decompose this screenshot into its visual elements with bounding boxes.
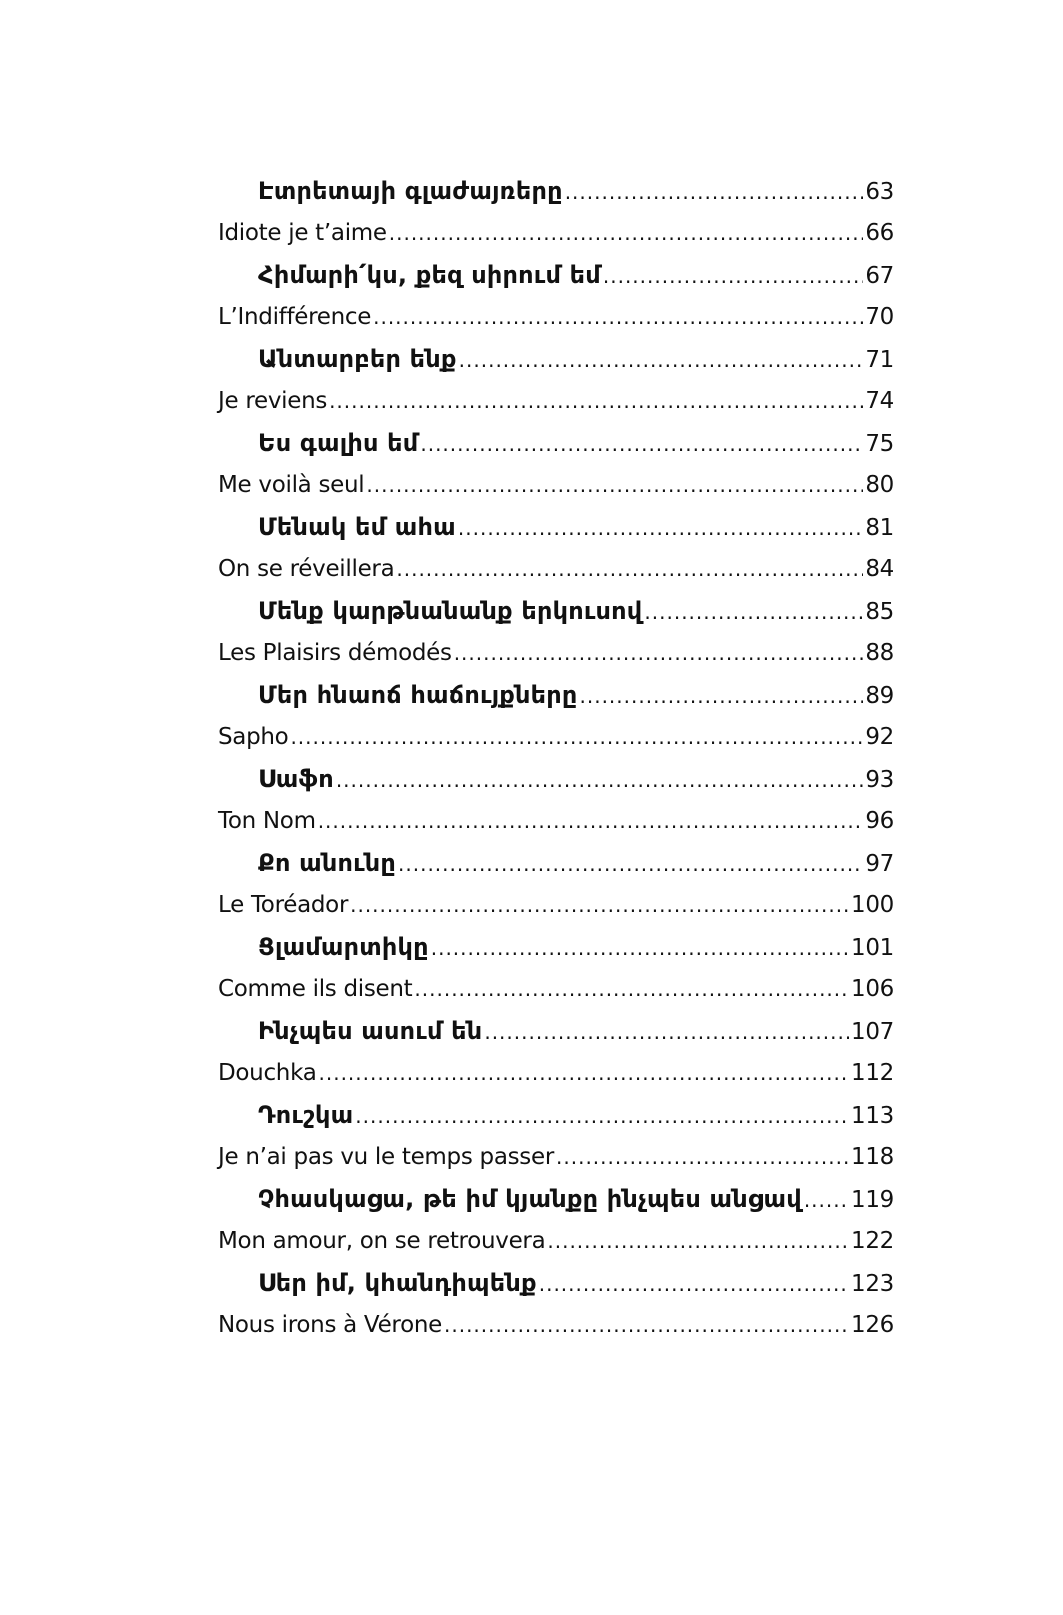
toc-entry-title: Ինչպես ասում են — [258, 1017, 483, 1045]
dot-leader — [290, 716, 863, 758]
dot-leader — [458, 507, 863, 549]
dot-leader — [459, 339, 864, 381]
toc-entry-page: 101 — [851, 935, 894, 961]
toc-entry-page: 126 — [851, 1312, 894, 1338]
toc-entry-page: 80 — [865, 472, 894, 498]
toc-entry[interactable] — [218, 758, 894, 800]
dot-leader — [444, 1304, 849, 1346]
toc-entry[interactable] — [218, 338, 894, 380]
toc-entry-page: 89 — [865, 683, 894, 709]
toc-entry[interactable] — [218, 296, 894, 338]
dot-leader — [547, 1220, 849, 1262]
toc-entry[interactable] — [218, 1178, 894, 1220]
toc-entry-title: L’Indifférence — [218, 304, 372, 330]
toc-entry-page: 122 — [851, 1228, 894, 1254]
dot-leader — [565, 171, 864, 213]
toc-entry[interactable] — [218, 590, 894, 632]
toc-entry-page: 84 — [865, 556, 894, 582]
toc-entry-title: Comme ils disent — [218, 976, 413, 1002]
dot-leader — [454, 632, 864, 674]
toc-entry[interactable] — [218, 212, 894, 254]
toc-entry-title: Մեր հնաոճ հաճույքները — [258, 681, 578, 709]
dot-leader — [804, 1179, 849, 1221]
toc-entry-page: 92 — [865, 724, 894, 750]
toc-entry-title: Je reviens — [218, 388, 328, 414]
toc-entry-title: Ցլամարտիկը — [258, 933, 429, 961]
toc-entry-title: Idiote je t’aime — [218, 220, 387, 246]
toc-entry[interactable] — [218, 884, 894, 926]
toc-entry-page: 119 — [851, 1187, 894, 1213]
toc-entry-page: 63 — [865, 179, 894, 205]
toc-entry-title: Անտարբեր ենք — [258, 345, 457, 373]
toc-entry-title: Քո անունը — [258, 849, 397, 877]
toc-entry-title: Douchka — [218, 1060, 317, 1086]
dot-leader — [603, 255, 863, 297]
toc-entry[interactable] — [218, 1136, 894, 1178]
dot-leader — [318, 800, 864, 842]
dot-leader — [389, 212, 864, 254]
dot-leader — [319, 1052, 850, 1094]
toc-entry-title: Էտրետայի գլաժայռերը — [258, 177, 563, 205]
dot-leader — [414, 968, 849, 1010]
dot-leader — [336, 759, 864, 801]
toc-entry-title: Ton Nom — [218, 808, 316, 834]
dot-leader — [398, 843, 863, 885]
dot-leader — [484, 1011, 849, 1053]
dot-leader — [539, 1263, 849, 1305]
toc-entry[interactable] — [218, 380, 894, 422]
toc-entry[interactable] — [218, 1052, 894, 1094]
toc-entry-page: 100 — [851, 892, 894, 918]
toc-entry[interactable] — [218, 1094, 894, 1136]
toc-entry-page: 71 — [865, 347, 894, 373]
toc-entry-title: Սեր իմ, կհանդիպենք — [258, 1269, 537, 1297]
toc-entry-title: Մենակ եմ ահա — [258, 513, 456, 541]
toc-entry[interactable] — [218, 716, 894, 758]
toc-entry-page: 113 — [851, 1103, 894, 1129]
toc-entry-page: 112 — [851, 1060, 894, 1086]
dot-leader — [556, 1136, 849, 1178]
toc-entry-page: 66 — [865, 220, 894, 246]
toc-entry[interactable] — [218, 800, 894, 842]
table-of-contents — [218, 170, 894, 1346]
toc-entry-title: Հիմարի՛կս, քեզ սիրում եմ — [258, 261, 601, 289]
toc-entry-page: 96 — [865, 808, 894, 834]
toc-entry-page: 70 — [865, 304, 894, 330]
dot-leader — [373, 296, 863, 338]
toc-entry-page: 106 — [851, 976, 894, 1002]
toc-entry[interactable] — [218, 254, 894, 296]
dot-leader — [644, 591, 863, 633]
toc-entry-title: Me voilà seul — [218, 472, 365, 498]
toc-entry-page: 81 — [865, 515, 894, 541]
toc-entry-title: Sapho — [218, 724, 289, 750]
toc-entry[interactable] — [218, 1262, 894, 1304]
toc-entry[interactable] — [218, 968, 894, 1010]
toc-entry-page: 97 — [865, 851, 894, 877]
toc-entry-title: Nous irons à Vérone — [218, 1312, 442, 1338]
toc-entry[interactable] — [218, 1220, 894, 1262]
toc-entry[interactable] — [218, 506, 894, 548]
dot-leader — [420, 423, 863, 465]
toc-entry-page: 107 — [851, 1019, 894, 1045]
toc-entry[interactable] — [218, 170, 894, 212]
toc-entry[interactable] — [218, 464, 894, 506]
dot-leader — [396, 548, 863, 590]
toc-entry-title: Մենք կարթնանանք երկուսով — [258, 597, 643, 625]
toc-entry-title: Չհասկացա, թե իմ կյանքը ինչպես անցավ — [258, 1185, 802, 1213]
toc-entry[interactable] — [218, 632, 894, 674]
toc-entry-page: 118 — [851, 1144, 894, 1170]
dot-leader — [580, 675, 864, 717]
toc-entry[interactable] — [218, 1304, 894, 1346]
toc-entry-title: Սաֆո — [258, 765, 334, 793]
dot-leader — [350, 884, 849, 926]
toc-entry-title: Les Plaisirs démodés — [218, 640, 452, 666]
toc-entry-title: Ես գալիս եմ — [258, 429, 419, 457]
dot-leader — [329, 380, 863, 422]
toc-entry-page: 75 — [865, 431, 894, 457]
toc-entry-page: 67 — [865, 263, 894, 289]
toc-entry-page: 74 — [865, 388, 894, 414]
toc-entry[interactable] — [218, 842, 894, 884]
toc-entry-page: 85 — [865, 599, 894, 625]
toc-entry-title: Je n’ai pas vu le temps passer — [218, 1144, 555, 1170]
toc-entry-title: Mon amour, on se retrouvera — [218, 1228, 546, 1254]
dot-leader — [366, 464, 863, 506]
toc-entry[interactable] — [218, 422, 894, 464]
toc-entry-title: Դուշկա — [258, 1101, 354, 1129]
toc-entry-title: Le Toréador — [218, 892, 349, 918]
toc-entry-page: 123 — [851, 1271, 894, 1297]
dot-leader — [355, 1095, 849, 1137]
toc-entry[interactable] — [218, 674, 894, 716]
toc-entry[interactable] — [218, 548, 894, 590]
toc-entry-title: On se réveillera — [218, 556, 395, 582]
dot-leader — [431, 927, 849, 969]
toc-entry[interactable] — [218, 1010, 894, 1052]
toc-entry[interactable] — [218, 926, 894, 968]
toc-entry-page: 93 — [865, 767, 894, 793]
toc-entry-page: 88 — [865, 640, 894, 666]
